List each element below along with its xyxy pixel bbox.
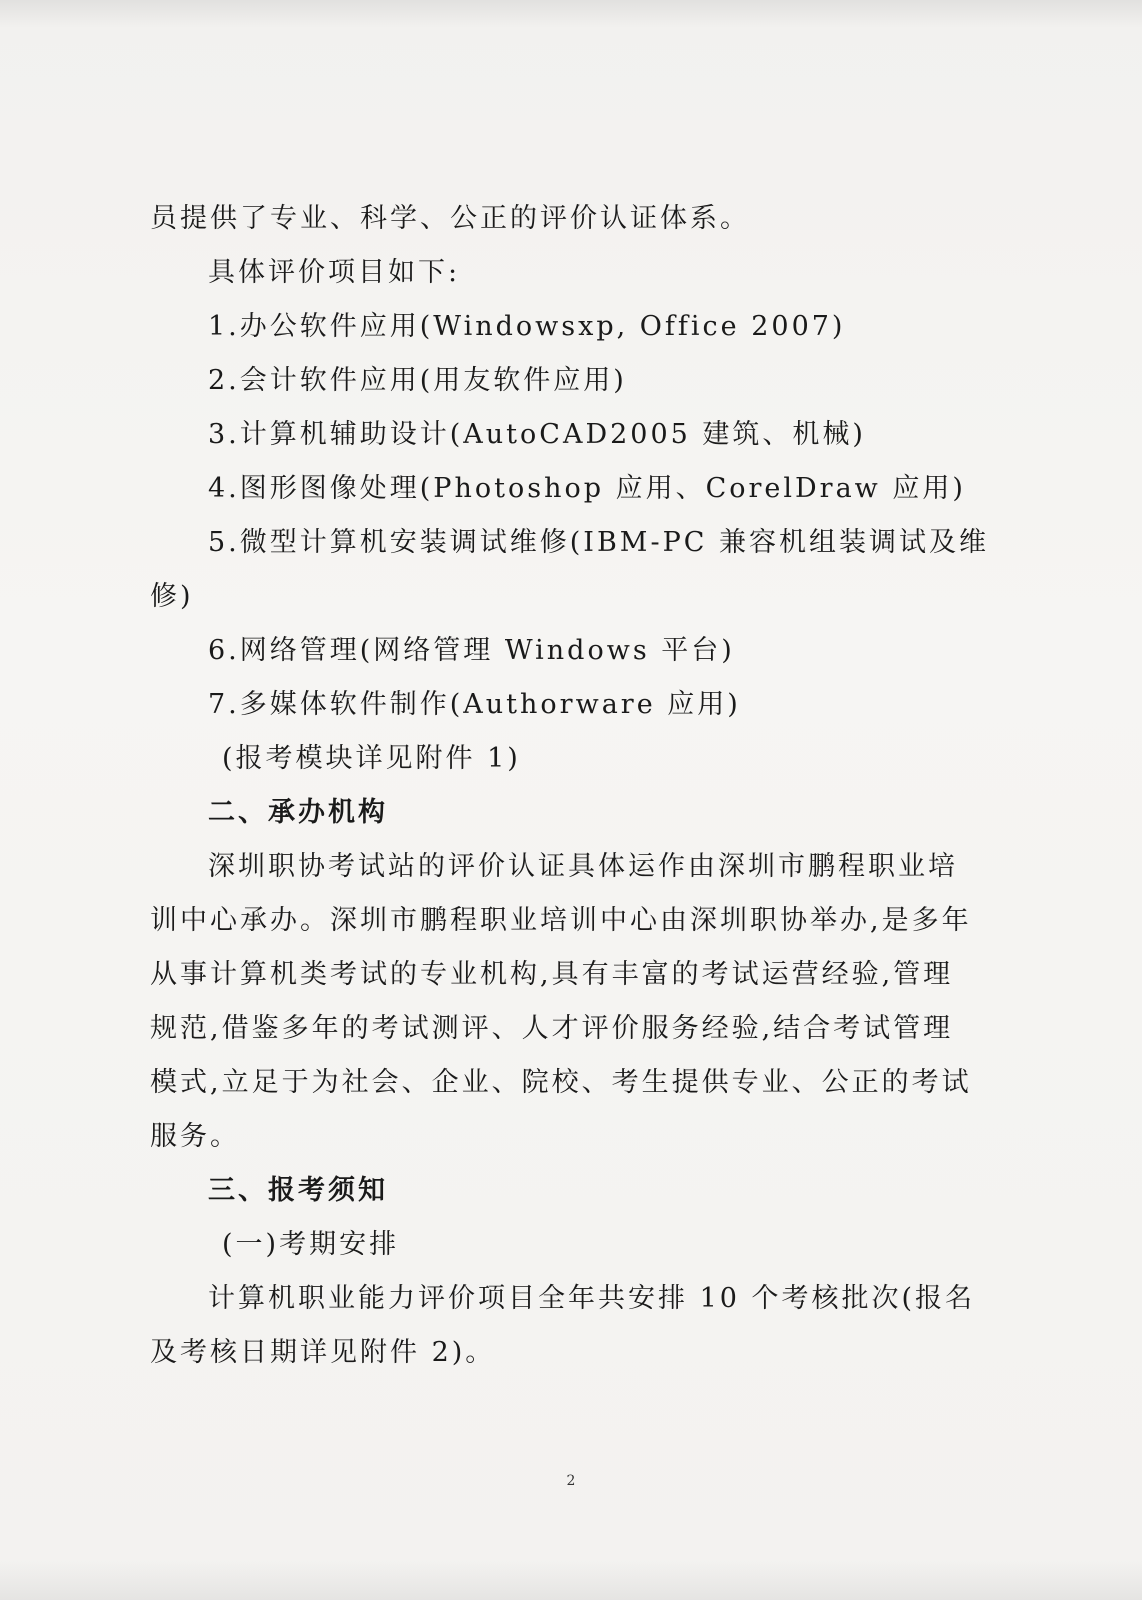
paragraph-line: 规范,借鉴多年的考试测评、人才评价服务经验,结合考试管理 xyxy=(150,1013,954,1044)
list-item: 3.计算机辅助设计(AutoCAD2005 建筑、机械) xyxy=(208,419,866,450)
paragraph-line: 员提供了专业、科学、公正的评价认证体系。 xyxy=(150,203,750,234)
scan-shadow-bottom xyxy=(0,1560,1142,1600)
paragraph-line: 计算机职业能力评价项目全年共安排 10 个考核批次(报名 xyxy=(208,1283,976,1314)
section-heading: 二、承办机构 xyxy=(208,797,388,828)
list-item: 5.微型计算机安装调试维修(IBM-PC 兼容机组装调试及维 xyxy=(208,527,989,558)
page-number: 2 xyxy=(566,1473,576,1489)
paragraph-line: 训中心承办。深圳市鹏程职业培训中心由深圳职协举办,是多年 xyxy=(150,905,972,936)
list-item: 1.办公软件应用(Windowsxp, Office 2007) xyxy=(208,311,846,342)
paragraph-line: 从事计算机类考试的专业机构,具有丰富的考试运营经验,管理 xyxy=(150,959,954,990)
body-text xyxy=(150,192,1000,1380)
paragraph-line: 服务。 xyxy=(150,1121,240,1152)
list-item: 6.网络管理(网络管理 Windows 平台) xyxy=(208,635,735,666)
list-item: 4.图形图像处理(Photoshop 应用、CorelDraw 应用) xyxy=(208,473,966,504)
list-item: 2.会计软件应用(用友软件应用) xyxy=(208,365,627,396)
paragraph-line: 及考核日期详见附件 2)。 xyxy=(150,1337,496,1368)
list-item-continuation: 修) xyxy=(150,581,194,612)
section-heading: 三、报考须知 xyxy=(208,1175,388,1206)
subsection-heading: (一)考期安排 xyxy=(222,1229,400,1260)
paragraph-line: 深圳职协考试站的评价认证具体运作由深圳市鹏程职业培 xyxy=(208,851,958,882)
list-item: 7.多媒体软件制作(Authorware 应用) xyxy=(208,689,741,720)
paragraph-line: 具体评价项目如下: xyxy=(208,257,461,288)
note-line: (报考模块详见附件 1) xyxy=(222,743,521,774)
scan-shadow-top xyxy=(0,0,1142,28)
paragraph-line: 模式,立足于为社会、企业、院校、考生提供专业、公正的考试 xyxy=(150,1067,972,1098)
